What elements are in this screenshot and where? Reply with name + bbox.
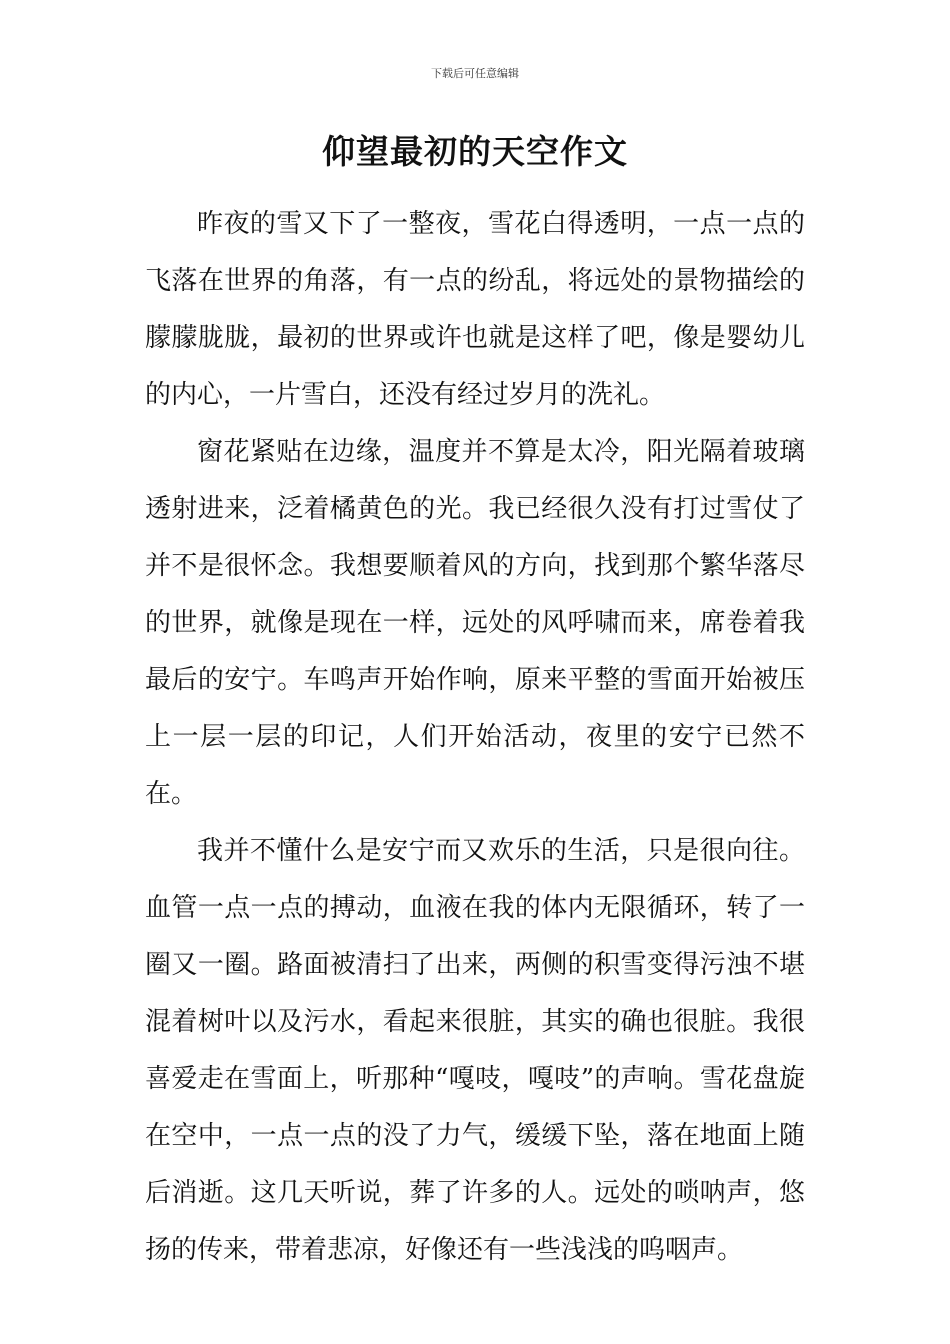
document-body — [145, 196, 805, 1279]
document-title: 仰望最初的天空作文 — [322, 132, 628, 171]
paragraph-2: 窗花紧贴在边缘，温度并不算是太冷，阳光隔着玻璃透射进来，泛着橘黄色的光。我已经很久没有打过雪仗了并不是很怀念。我想要顺着风的方向，找到那个繁华落尽的世界，就像是现在一样，远处的风呼啸而来，席卷着我最后的安宁。车鸣声开始作响，原来平整的雪面开始被压上一层一层的印记，人们开始活动，夜里的安宁已然不在。 — [145, 437, 805, 809]
paragraph-1: 昨夜的雪又下了一整夜，雪花白得透明，一点一点的飞落在世界的角落，有一点的纷乱，将远处的景物描绘的朦朦胧胧，最初的世界或许也就是这样了吧，像是婴幼儿的内心，一片雪白，还没有经过岁月的洗礼。 — [145, 209, 805, 410]
page-header-note: 下载后可任意编辑 — [431, 67, 519, 80]
paragraph-3: 我并不懂什么是安宁而又欢乐的生活，只是很向往。血管一点一点的搏动，血液在我的体内无限循环，转了一圈又一圈。路面被清扫了出来，两侧的积雪变得污浊不堪混着树叶以及污水，看起来很脏，其实的确也很脏。我很喜爱走在雪面上，听那种“嘎吱，嘎吱”的声响。雪花盘旋在空中，一点一点的没了力气，缓缓下坠，落在地面上随后消逝。这几天听说，葬了许多的人。远处的唢呐声，悠扬的传来，带着悲凉，好像还有一些浅浅的呜咽声。 — [145, 836, 805, 1265]
